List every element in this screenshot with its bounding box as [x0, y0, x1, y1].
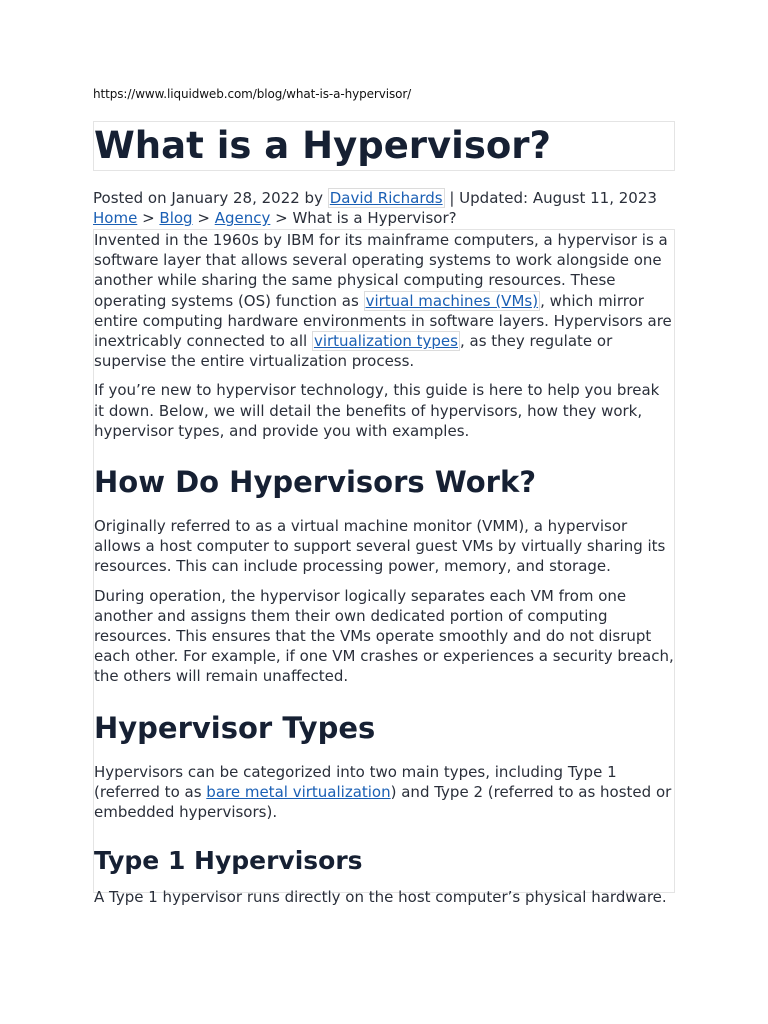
breadcrumb-separator: >: [137, 209, 160, 227]
intro-text: , as they regulate or supervise the entire virtualization process.: [94, 332, 613, 371]
intro-text: Invented in the 1960s by IBM for its mainframe computers, a hypervisor is a software layer that allows several operating systems to work alongside one another while sharing the same physical computing resources. These operating systems (OS) function as: [94, 231, 668, 310]
types-text: Hypervisors can be categorized into two main types, including Type 1 (referred to as: [94, 762, 617, 801]
breadcrumb-separator: >: [192, 209, 215, 227]
breadcrumb: [93, 208, 693, 228]
type1-paragraph: A Type 1 hypervisor runs directly on the host computer’s physical hardware.: [94, 888, 667, 907]
posted-date: Posted on January 28, 2022 by: [93, 189, 328, 207]
virtual-machines-link[interactable]: virtual machines (VMs): [365, 291, 539, 310]
bare-metal-virtualization-link[interactable]: bare metal virtualization: [206, 782, 391, 801]
post-info: [93, 188, 693, 208]
breadcrumb-blog-link[interactable]: Blog: [159, 209, 193, 227]
virtualization-types-link[interactable]: virtualization types: [313, 332, 458, 351]
post-meta: [93, 188, 693, 228]
breadcrumb-current: > What is a Hypervisor?: [270, 209, 457, 227]
page-title: What is a Hypervisor?: [94, 124, 551, 167]
types-text: ) and Type 2 (referred to as hosted or embedded hypervisors).: [94, 782, 672, 822]
title-box: [93, 121, 675, 171]
intro-paragraph-2: If you’re new to hypervisor technology, this guide is here to help you break it down. Below, we will detail the benefits of hypervisors, how they work, hypervisor types, and provide you with examples.: [94, 381, 660, 440]
heading-type-1-hypervisors: Type 1 Hypervisors: [94, 846, 363, 876]
author-link[interactable]: David Richards: [329, 189, 443, 207]
page-url: https://www.liquidweb.com/blog/what-is-a-hypervisor/: [93, 87, 412, 101]
types-paragraph: [94, 762, 674, 823]
how-work-paragraph-1: Originally referred to as a virtual machine monitor (VMM), a hypervisor allows a host computer to support several guest VMs by virtually sharing its resources. This can include processing power, memory, and storage.: [94, 517, 666, 576]
updated-date: | Updated: August 11, 2023: [444, 189, 657, 207]
breadcrumb-agency-link[interactable]: Agency: [214, 209, 271, 227]
breadcrumb-home-link[interactable]: Home: [93, 209, 138, 227]
heading-hypervisor-types: Hypervisor Types: [94, 710, 376, 745]
how-work-paragraph-2: During operation, the hypervisor logically separates each VM from one another and assigns them their own dedicated portion of computing resources. This ensures that the VMs operate smoothly and do not disrupt each other. For example, if one VM crashes or experiences a security breach, the others will remain unaffected.: [94, 586, 674, 686]
article-content: [93, 229, 675, 907]
heading-how-hypervisors-work: How Do Hypervisors Work?: [94, 465, 537, 500]
intro-text: , which mirror entire computing hardware environments in software layers. Hypervisors are inextricably connected to all: [94, 291, 672, 351]
intro-paragraph: [94, 230, 674, 371]
